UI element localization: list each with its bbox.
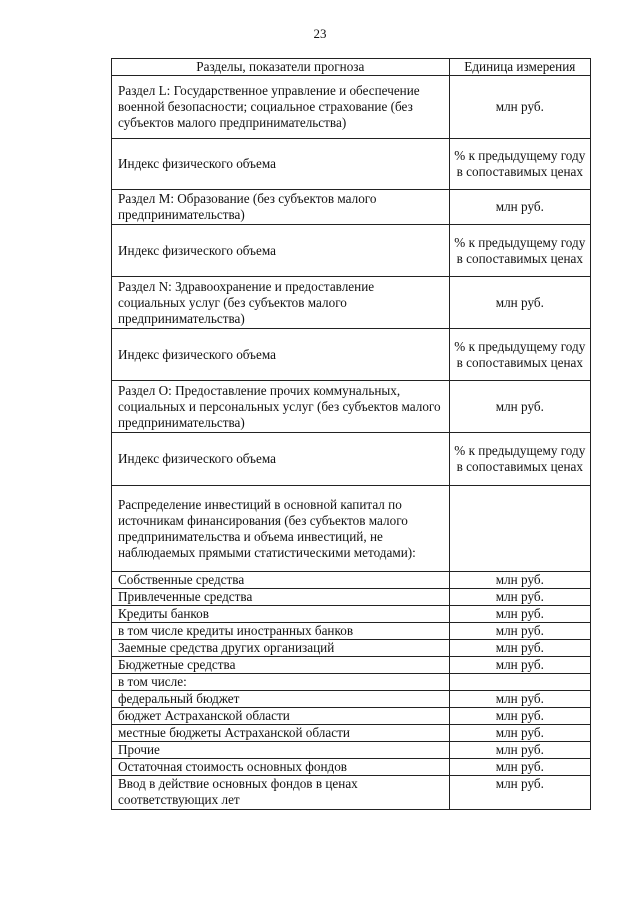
row-unit: млн руб. xyxy=(449,190,590,225)
row-name: Индекс физического объема xyxy=(112,329,450,381)
header-unit: Единица измерения xyxy=(449,59,590,76)
row-unit xyxy=(449,674,590,691)
row-name: Раздел М: Образование (без субъектов малого предпринимательства) xyxy=(112,190,450,225)
table-row xyxy=(112,691,591,708)
row-name: Распределение инвестиций в основной капитал по источникам финансирования (без субъектов малого предпринимательства и объема инвестиций, не наблюдаемых прямыми статистическими методами): xyxy=(112,486,450,572)
row-unit: млн руб. xyxy=(449,657,590,674)
table-row xyxy=(112,640,591,657)
table-row xyxy=(112,433,591,486)
row-name: Индекс физического объема xyxy=(112,139,450,190)
table-row xyxy=(112,742,591,759)
table-row xyxy=(112,606,591,623)
row-name: Кредиты банков xyxy=(112,606,450,623)
row-unit: млн руб. xyxy=(449,76,590,139)
table-row xyxy=(112,381,591,433)
row-unit: % к предыдущему году в сопоставимых ценах xyxy=(449,433,590,486)
table-row xyxy=(112,190,591,225)
row-unit: млн руб. xyxy=(449,759,590,776)
row-unit: % к предыдущему году в сопоставимых ценах xyxy=(449,225,590,277)
row-name: бюджет Астраханской области xyxy=(112,708,450,725)
row-name: Остаточная стоимость основных фондов xyxy=(112,759,450,776)
row-name: в том числе кредиты иностранных банков xyxy=(112,623,450,640)
table-row xyxy=(112,623,591,640)
row-unit: млн руб. xyxy=(449,776,590,810)
row-unit: млн руб. xyxy=(449,589,590,606)
row-unit: млн руб. xyxy=(449,725,590,742)
row-unit: млн руб. xyxy=(449,606,590,623)
row-unit: млн руб. xyxy=(449,572,590,589)
header-indicators: Разделы, показатели прогноза xyxy=(112,59,450,76)
row-unit: млн руб. xyxy=(449,623,590,640)
table-header-row xyxy=(112,59,591,76)
row-unit xyxy=(449,486,590,572)
table-row xyxy=(112,139,591,190)
row-name: Раздел N: Здравоохранение и предоставление социальных услуг (без субъектов малого предпринимательства) xyxy=(112,277,450,329)
table-row xyxy=(112,329,591,381)
table-row xyxy=(112,759,591,776)
row-unit: млн руб. xyxy=(449,381,590,433)
table-row xyxy=(112,76,591,139)
row-name: Бюджетные средства xyxy=(112,657,450,674)
row-name: Ввод в действие основных фондов в ценах соответствующих лет xyxy=(112,776,450,810)
row-unit: млн руб. xyxy=(449,277,590,329)
table-row xyxy=(112,674,591,691)
row-name: федеральный бюджет xyxy=(112,691,450,708)
row-name: Индекс физического объема xyxy=(112,433,450,486)
row-name: Раздел О: Предоставление прочих коммунальных, социальных и персональных услуг (без субъектов малого предпринимательства) xyxy=(112,381,450,433)
row-name: Раздел L: Государственное управление и обеспечение военной безопасности; социальное страхование (без субъектов малого предпринимательства) xyxy=(112,76,450,139)
row-name: Заемные средства других организаций xyxy=(112,640,450,657)
table-row xyxy=(112,277,591,329)
table-row xyxy=(112,589,591,606)
row-name: Собственные средства xyxy=(112,572,450,589)
table-row xyxy=(112,776,591,810)
table-row xyxy=(112,708,591,725)
row-unit: млн руб. xyxy=(449,640,590,657)
forecast-table xyxy=(111,58,591,810)
row-name: местные бюджеты Астраханской области xyxy=(112,725,450,742)
table-row xyxy=(112,725,591,742)
row-name: Привлеченные средства xyxy=(112,589,450,606)
page-number: 23 xyxy=(313,26,327,41)
row-unit: млн руб. xyxy=(449,691,590,708)
table-row xyxy=(112,657,591,674)
row-unit: млн руб. xyxy=(449,708,590,725)
row-name: Прочие xyxy=(112,742,450,759)
row-unit: % к предыдущему году в сопоставимых ценах xyxy=(449,329,590,381)
table-row xyxy=(112,486,591,572)
table-row xyxy=(112,225,591,277)
row-name: Индекс физического объема xyxy=(112,225,450,277)
table-row xyxy=(112,572,591,589)
row-unit: % к предыдущему году в сопоставимых ценах xyxy=(449,139,590,190)
row-name: в том числе: xyxy=(112,674,450,691)
row-unit: млн руб. xyxy=(449,742,590,759)
